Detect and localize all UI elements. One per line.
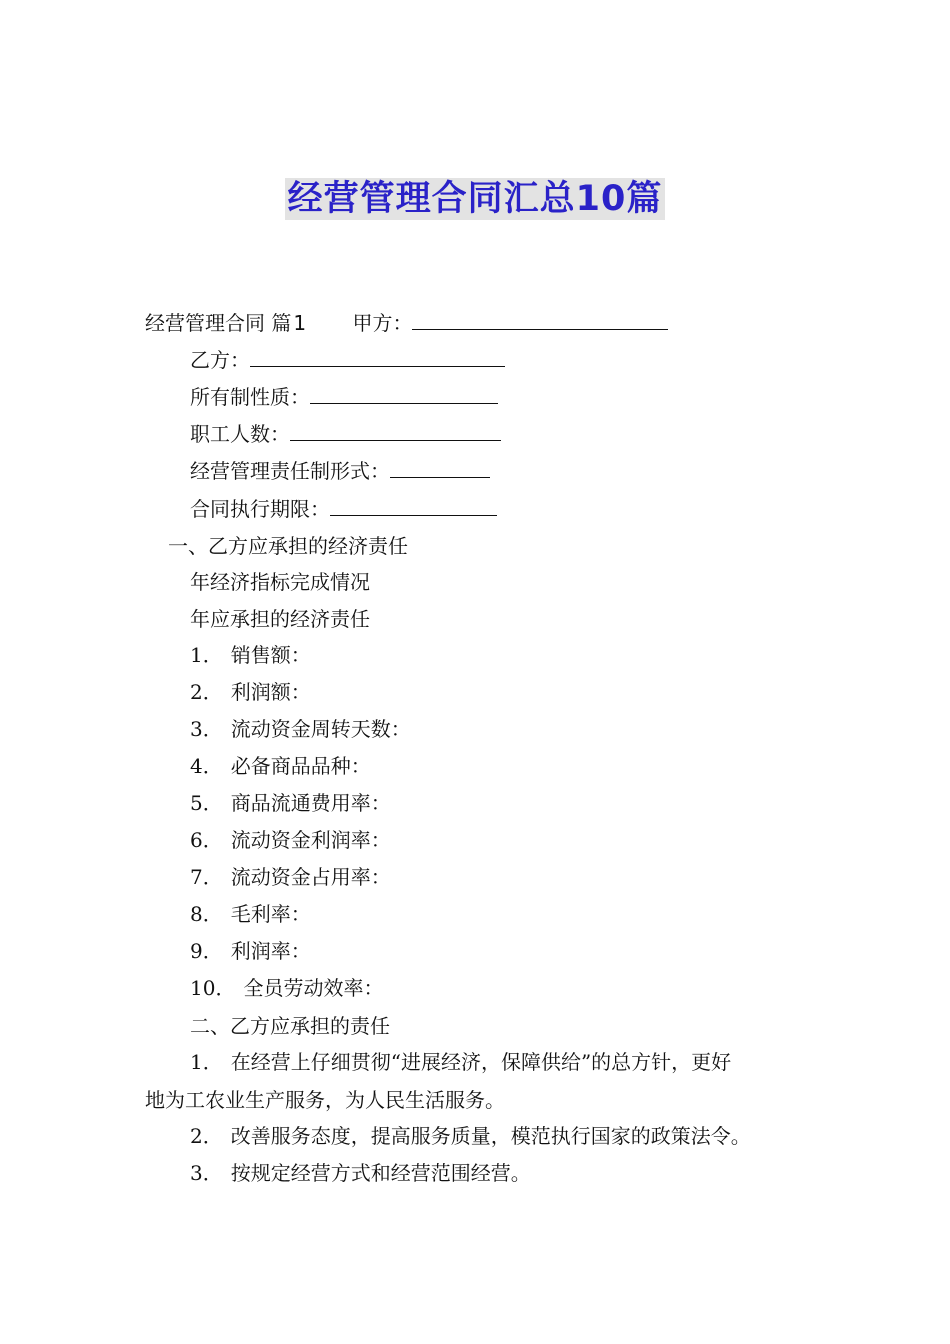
list-item-number: 9．: [190, 939, 223, 963]
field-label: 合同执行期限：: [190, 497, 330, 521]
paragraph-1-line-2: 地为工农业生产服务，为人民生活服务。: [145, 1088, 505, 1112]
field-blank: [290, 420, 501, 441]
title-block: [0, 178, 950, 220]
list-item-number: 8．: [190, 902, 223, 926]
list-item-text: 利润额：: [230, 680, 311, 704]
list-item: [190, 753, 371, 779]
section-1-sub-1: 年经济指标完成情况: [190, 570, 370, 594]
paragraph-number: 3．: [190, 1161, 223, 1185]
list-item-text: 利润率：: [230, 939, 311, 963]
party-a-label: 甲方：: [352, 311, 413, 335]
paragraph-text: 改善服务态度，提高服务质量，模范执行国家的政策法令。: [230, 1124, 751, 1148]
paragraph-2: [190, 1123, 751, 1149]
list-item: [190, 975, 383, 1001]
section-1-sub-2: 年应承担的经济责任: [190, 607, 370, 631]
field-blank: [310, 383, 498, 404]
section-2-heading: 二、乙方应承担的责任: [190, 1014, 390, 1038]
list-item-number: 6．: [190, 828, 223, 852]
list-item-number: 7．: [190, 865, 223, 889]
list-item-text: 全员劳动效率：: [243, 976, 384, 1000]
header-line: [145, 309, 668, 336]
list-item-number: 10．: [190, 976, 236, 1000]
paragraph-number: 1．: [190, 1050, 223, 1074]
field-term: [190, 495, 497, 522]
paragraph-3: [190, 1160, 531, 1186]
list-item-number: 5．: [190, 791, 223, 815]
paragraph-number: 2．: [190, 1124, 223, 1148]
list-item: [190, 679, 311, 705]
section-1-heading: 一、乙方应承担的经济责任: [168, 534, 408, 558]
list-item-text: 流动资金占用率：: [230, 865, 391, 889]
list-item: [190, 716, 411, 742]
list-item-number: 1．: [190, 643, 223, 667]
field-responsibility-form: [190, 457, 490, 484]
list-item: [190, 790, 391, 816]
field-ownership: [190, 383, 498, 410]
paragraph-1-line-1: [190, 1049, 731, 1075]
list-item-text: 商品流通费用率：: [230, 791, 391, 815]
field-staff-count: [190, 420, 501, 447]
list-item-text: 销售额：: [230, 643, 311, 667]
list-item-text: 流动资金利润率：: [230, 828, 391, 852]
document-title: 经营管理合同汇总10篇: [285, 178, 666, 220]
list-item-number: 3．: [190, 717, 223, 741]
field-label: 经营管理责任制形式：: [190, 459, 390, 483]
list-item-text: 必备商品品种：: [230, 754, 371, 778]
field-blank: [250, 346, 505, 367]
party-a-blank: [412, 309, 668, 330]
list-item: [190, 827, 391, 853]
paragraph-text: 在经营上仔细贯彻“进展经济，保障供给”的总方针，更好: [230, 1050, 732, 1074]
field-label: 乙方：: [190, 348, 250, 372]
list-item: [190, 864, 391, 890]
field-blank: [330, 495, 497, 516]
contract-number: 1: [293, 311, 307, 335]
list-item: [190, 642, 311, 668]
field-party-b: [190, 346, 505, 373]
list-item-number: 2．: [190, 680, 223, 704]
field-blank: [390, 457, 490, 478]
list-item-number: 4．: [190, 754, 223, 778]
list-item-text: 毛利率：: [230, 902, 311, 926]
field-label: 职工人数：: [190, 422, 290, 446]
list-item-text: 流动资金周转天数：: [230, 717, 411, 741]
contract-prefix: 经营管理合同 篇: [145, 311, 292, 335]
list-item: [190, 938, 311, 964]
list-item: [190, 901, 311, 927]
field-label: 所有制性质：: [190, 385, 310, 409]
paragraph-text: 按规定经营方式和经营范围经营。: [230, 1161, 531, 1185]
